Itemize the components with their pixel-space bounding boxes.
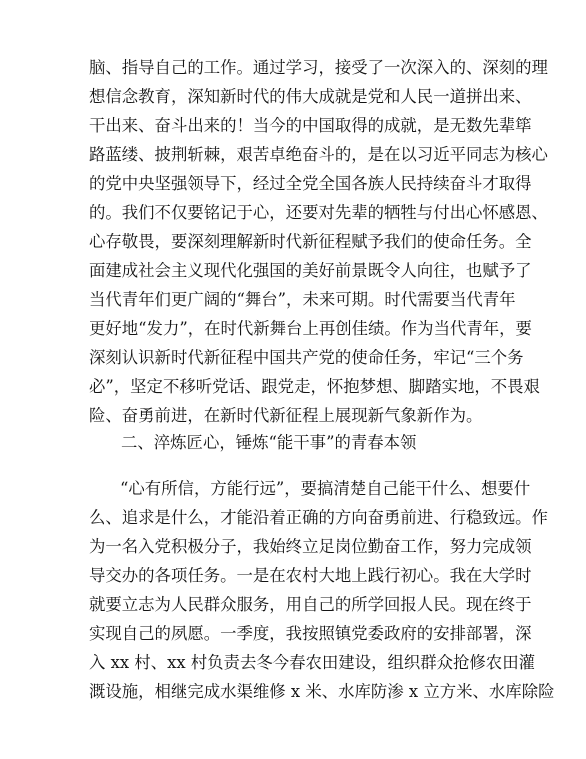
paragraph-line: 想信念教育，深知新时代的伟大成就是党和人民一道拼出来、 (89, 87, 532, 106)
paragraph-line: 必”，坚定不移听党话、跟党走，怀抱梦想、脚踏实地，不畏艰 (89, 377, 540, 396)
paragraph-line: 入 xx 村、xx 村负责去冬今春农田建设，组织群众抢修农田灌 (89, 653, 535, 672)
paragraph-line: 的党中央坚强领导下，经过全党全国各族人民持续奋斗才取得 (89, 174, 532, 193)
paragraph-line: 溉设施，相继完成水渠维修 x 米、水库防渗 x 立方米、水库除险 (89, 682, 555, 701)
paragraph-line: 干出来、奋斗出来的！当今的中国取得的成就，是无数先辈筚 (89, 116, 532, 135)
paragraph-line: 当代青年们更广阔的“舞台”，未来可期。时代需要当代青年 (89, 290, 516, 309)
paragraph-continued (89, 53, 548, 430)
paragraph-line: 实现自己的夙愿。一季度，我按照镇党委政府的安排部署，深 (89, 624, 532, 643)
section-heading (121, 428, 507, 457)
paragraph-line: 脑、指导自己的工作。通过学习，接受了一次深入的、深刻的理 (89, 58, 548, 77)
paragraph-line: 心存敬畏，要深刻理解新时代新征程赋予我们的使命任务。全 (89, 232, 532, 251)
paragraph-line: 么、追求是什么，才能沿着正确的方向奋勇前进、行稳致远。作 (89, 508, 548, 527)
paragraph-line: 更好地“发力”，在时代新舞台上再创佳绩。作为当代青年，要 (89, 319, 532, 338)
paragraph-line: 面建成社会主义现代化强国的美好前景既令人向往，也赋予了 (89, 261, 532, 280)
paragraph-line: 路蓝缕、披荆斩棘，艰苦卓绝奋斗的，是在以习近平同志为核心 (89, 145, 548, 164)
paragraph-line: 为一名入党积极分子，我始终立足岗位勤奋工作，努力完成领 (89, 537, 532, 556)
section-heading-text: 二、淬炼匠心，锤炼“能干事”的青春本领 (121, 433, 417, 452)
paragraph-line: 导交办的各项任务。一是在农村大地上践行初心。我在大学时 (89, 566, 532, 585)
paragraph-line: 的。我们不仅要铭记于心，还要对先辈的牺牲与付出心怀感恩、 (89, 203, 548, 222)
paragraph-line: 深刻认识新时代新征程中国共产党的使命任务，牢记“三个务 (89, 348, 524, 367)
paragraph-body (89, 474, 555, 706)
paragraph-line: 就要立志为人民群众服务，用自己的所学回报人民。现在终于 (89, 595, 532, 614)
paragraph-line: 险、奋勇前进，在新时代新征程上展现新气象新作为。 (89, 406, 483, 425)
paragraph-first-line: “心有所信，方能行远”，要搞清楚自己能干什么、想要什 (120, 479, 531, 498)
